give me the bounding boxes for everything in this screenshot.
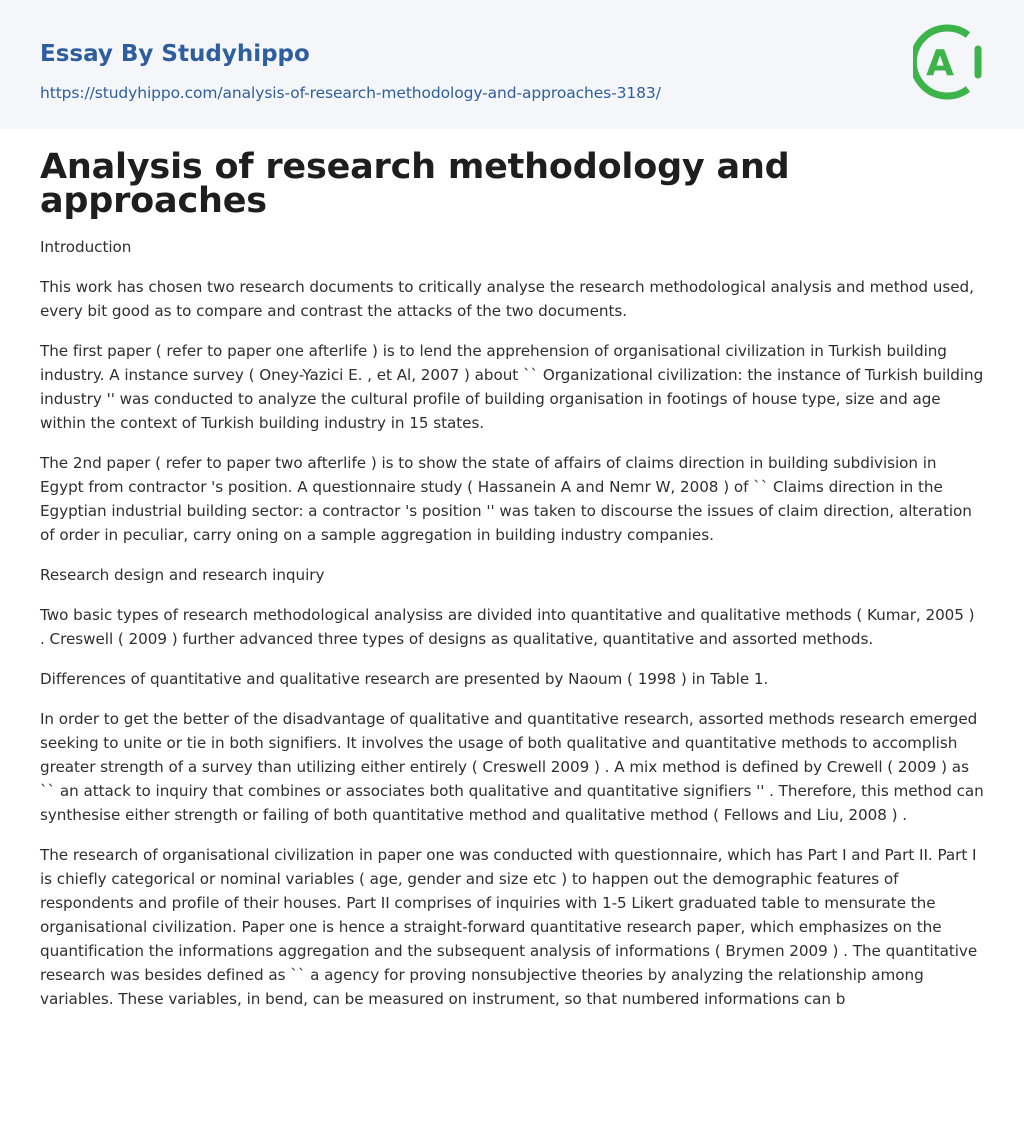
paragraph: Two basic types of research methodological analysiss are divided into quantitative and qualitative methods ( Kumar, 2005 ) . Creswell ( 2009 ) further advanced three types of designs as qualitative, quantitative and assorted methods. bbox=[40, 606, 975, 648]
page-url-link[interactable]: https://studyhippo.com/analysis-of-research-methodology-and-approaches-3183/ bbox=[40, 84, 661, 102]
section-heading-research-design: Research design and research inquiry bbox=[40, 566, 325, 584]
section-heading-introduction: Introduction bbox=[40, 238, 132, 256]
paragraph: In order to get the better of the disadvantage of qualitative and quantitative research, assorted methods research emerged seeking to unite or tie in both signifiers. It involves the usage of both qualitative and quantitative methods to accomplish greater strength of a survey than utilizing either entirely ( Creswell 2009 ) . A mix method is defined by Crewell ( 2009 ) as `` an attack to inquiry that combines or associates both qualitative and quantitative signifiers '' . Therefore, this method can synthesise either strength or failing of both quantitative method and qualitative method ( Fellows and Liu, 2008 ) . bbox=[40, 710, 984, 824]
paragraph: This work has chosen two research documents to critically analyse the research methodological analysis and method used, every bit good as to compare and contrast the attacks of the two documents. bbox=[40, 278, 974, 320]
page-title: Analysis of research methodology and approaches bbox=[40, 147, 790, 221]
article-body bbox=[0, 129, 1024, 1011]
logo-letter: A bbox=[926, 43, 954, 84]
paragraph: The first paper ( refer to paper one afterlife ) is to lend the apprehension of organisational civilization in Turkish building industry. A instance survey ( Oney-Yazici E. , et Al, 2007 ) about `` Organizational civilization: the instance of Turkish building industry '' was conducted to analyze the cultural profile of building organisation in footings of house type, size and age within the context of Turkish building industry in 15 states. bbox=[40, 342, 984, 432]
site-header bbox=[0, 0, 1024, 129]
paragraph: Differences of quantitative and qualitative research are presented by Naoum ( 1998 ) in Table 1. bbox=[40, 670, 769, 688]
studyhippo-logo-icon[interactable] bbox=[913, 19, 985, 105]
paragraph: The research of organisational civilization in paper one was conducted with questionnaire, which has Part I and Part II. Part I is chiefly categorical or nominal variables ( age, gender and size etc ) to happen out the demographic features of respondents and profile of their houses. Part II comprises of inquiries with 1-5 Likert graduated table to mensurate the organisational civilization. Paper one is hence a straight-forward quantitative research paper, which emphasizes on the quantification the informations aggregation and the subsequent analysis of informations ( Brymen 2009 ) . The quantitative research was besides defined as `` a agency for proving nonsubjective theories by analyzing the relationship among variables. These variables, in bend, can be measured on instrument, so that numbered informations can b bbox=[40, 846, 978, 1008]
brand-title[interactable]: Essay By Studyhippo bbox=[40, 41, 310, 67]
paragraph: The 2nd paper ( refer to paper two afterlife ) is to show the state of affairs of claims direction in building subdivision in Egypt from contractor 's position. A questionnaire study ( Hassanein A and Nemr W, 2008 ) of `` Claims direction in the Egyptian industrial building sector: a contractor 's position '' was taken to discourse the issues of claim direction, alteration of order in peculiar, carry oning on a sample aggregation in building industry companies. bbox=[40, 454, 972, 544]
